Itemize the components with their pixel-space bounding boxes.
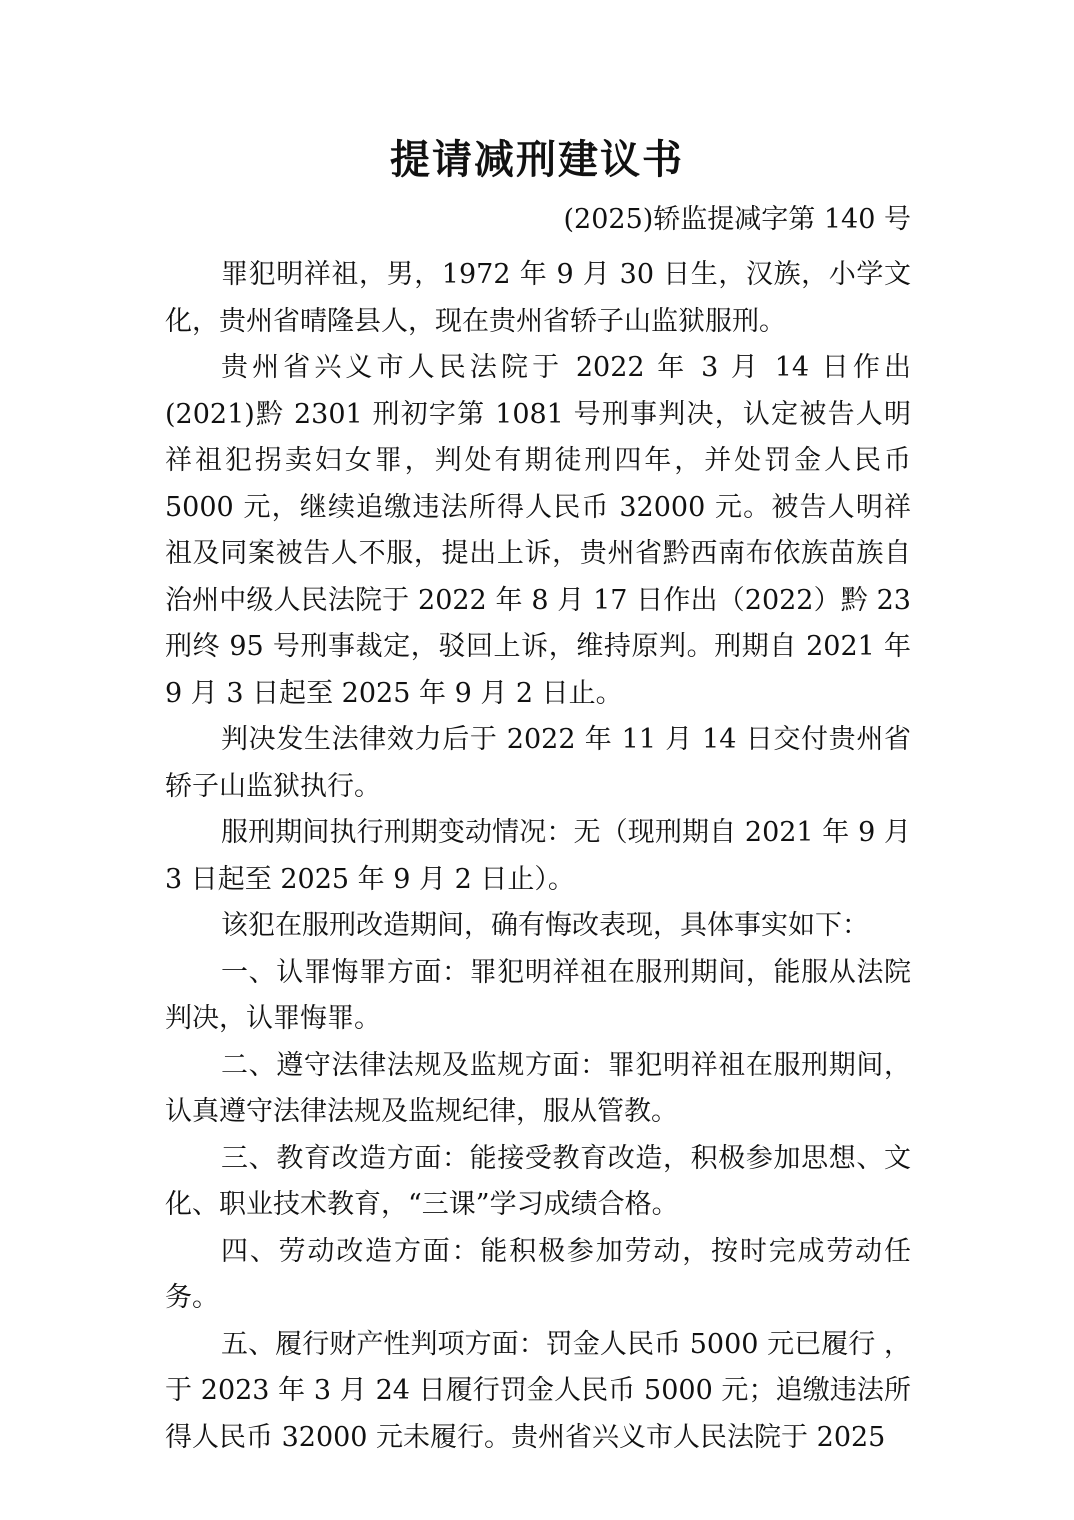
document-number: (2025)轿监提减字第 140 号 — [563, 204, 911, 235]
paragraph-judgment: 贵州省兴义市人民法院于 2022 年 3 月 14 日作出(2021)黔 2301 刑初字第 1081 号刑事判决，认定被告人明祥祖犯拐卖妇女罪，判处有期徒刑四年，并处罚金人民币 5000 元，继续追缴违法所得人民币 32000 元。被告人明祥祖及同案被告人不服，提出上诉，贵州省黔西南布依族苗族自治州中级人民法院于 2022 年 8 月 17 日作出（2022）黔 23 刑终 95 号刑事裁定，驳回上诉，维持原判。刑期自 2021 年 9 月 3 日起至 2025 年 9 月 2 日止。 — [165, 352, 911, 709]
paragraph-facts-intro: 该犯在服刑改造期间，确有悔改表现，具体事实如下： — [221, 910, 869, 941]
paragraph-basic-info: 罪犯明祥祖，男，1972 年 9 月 30 日生，汉族，小学文化，贵州省晴隆县人，现在贵州省轿子山监狱服刑。 — [165, 259, 911, 337]
document-title: 提请减刑建议书 — [390, 136, 684, 183]
document-body — [165, 252, 911, 1461]
paragraph-education: 三、教育改造方面：能接受教育改造，积极参加思想、文化、职业技术教育，“三课”学习成绩合格。 — [165, 1142, 911, 1220]
paragraph-property: 五、履行财产性判项方面：罚金人民币 5000 元已履行 ，于 2023 年 3 月 24 日履行罚金人民币 5000 元；追缴违法所得人民币 32000 元未履行。贵州省兴义市人民法院于 2025 — [165, 1328, 911, 1453]
paragraph-execution: 判决发生法律效力后于 2022 年 11 月 14 日交付贵州省轿子山监狱执行。 — [165, 724, 911, 802]
paragraph-sentence-change: 服刑期间执行刑期变动情况：无（现刑期自 2021 年 9 月 3 日起至 2025 年 9 月 2 日止）。 — [165, 817, 911, 895]
paragraph-compliance: 二、遵守法律法规及监规方面：罪犯明祥祖在服刑期间，认真遵守法律法规及监规纪律，服从管教。 — [165, 1049, 911, 1127]
paragraph-labor: 四、劳动改造方面：能积极参加劳动，按时完成劳动任务。 — [165, 1235, 911, 1313]
paragraph-repentance: 一、认罪悔罪方面：罪犯明祥祖在服刑期间，能服从法院判决，认罪悔罪。 — [165, 956, 911, 1034]
